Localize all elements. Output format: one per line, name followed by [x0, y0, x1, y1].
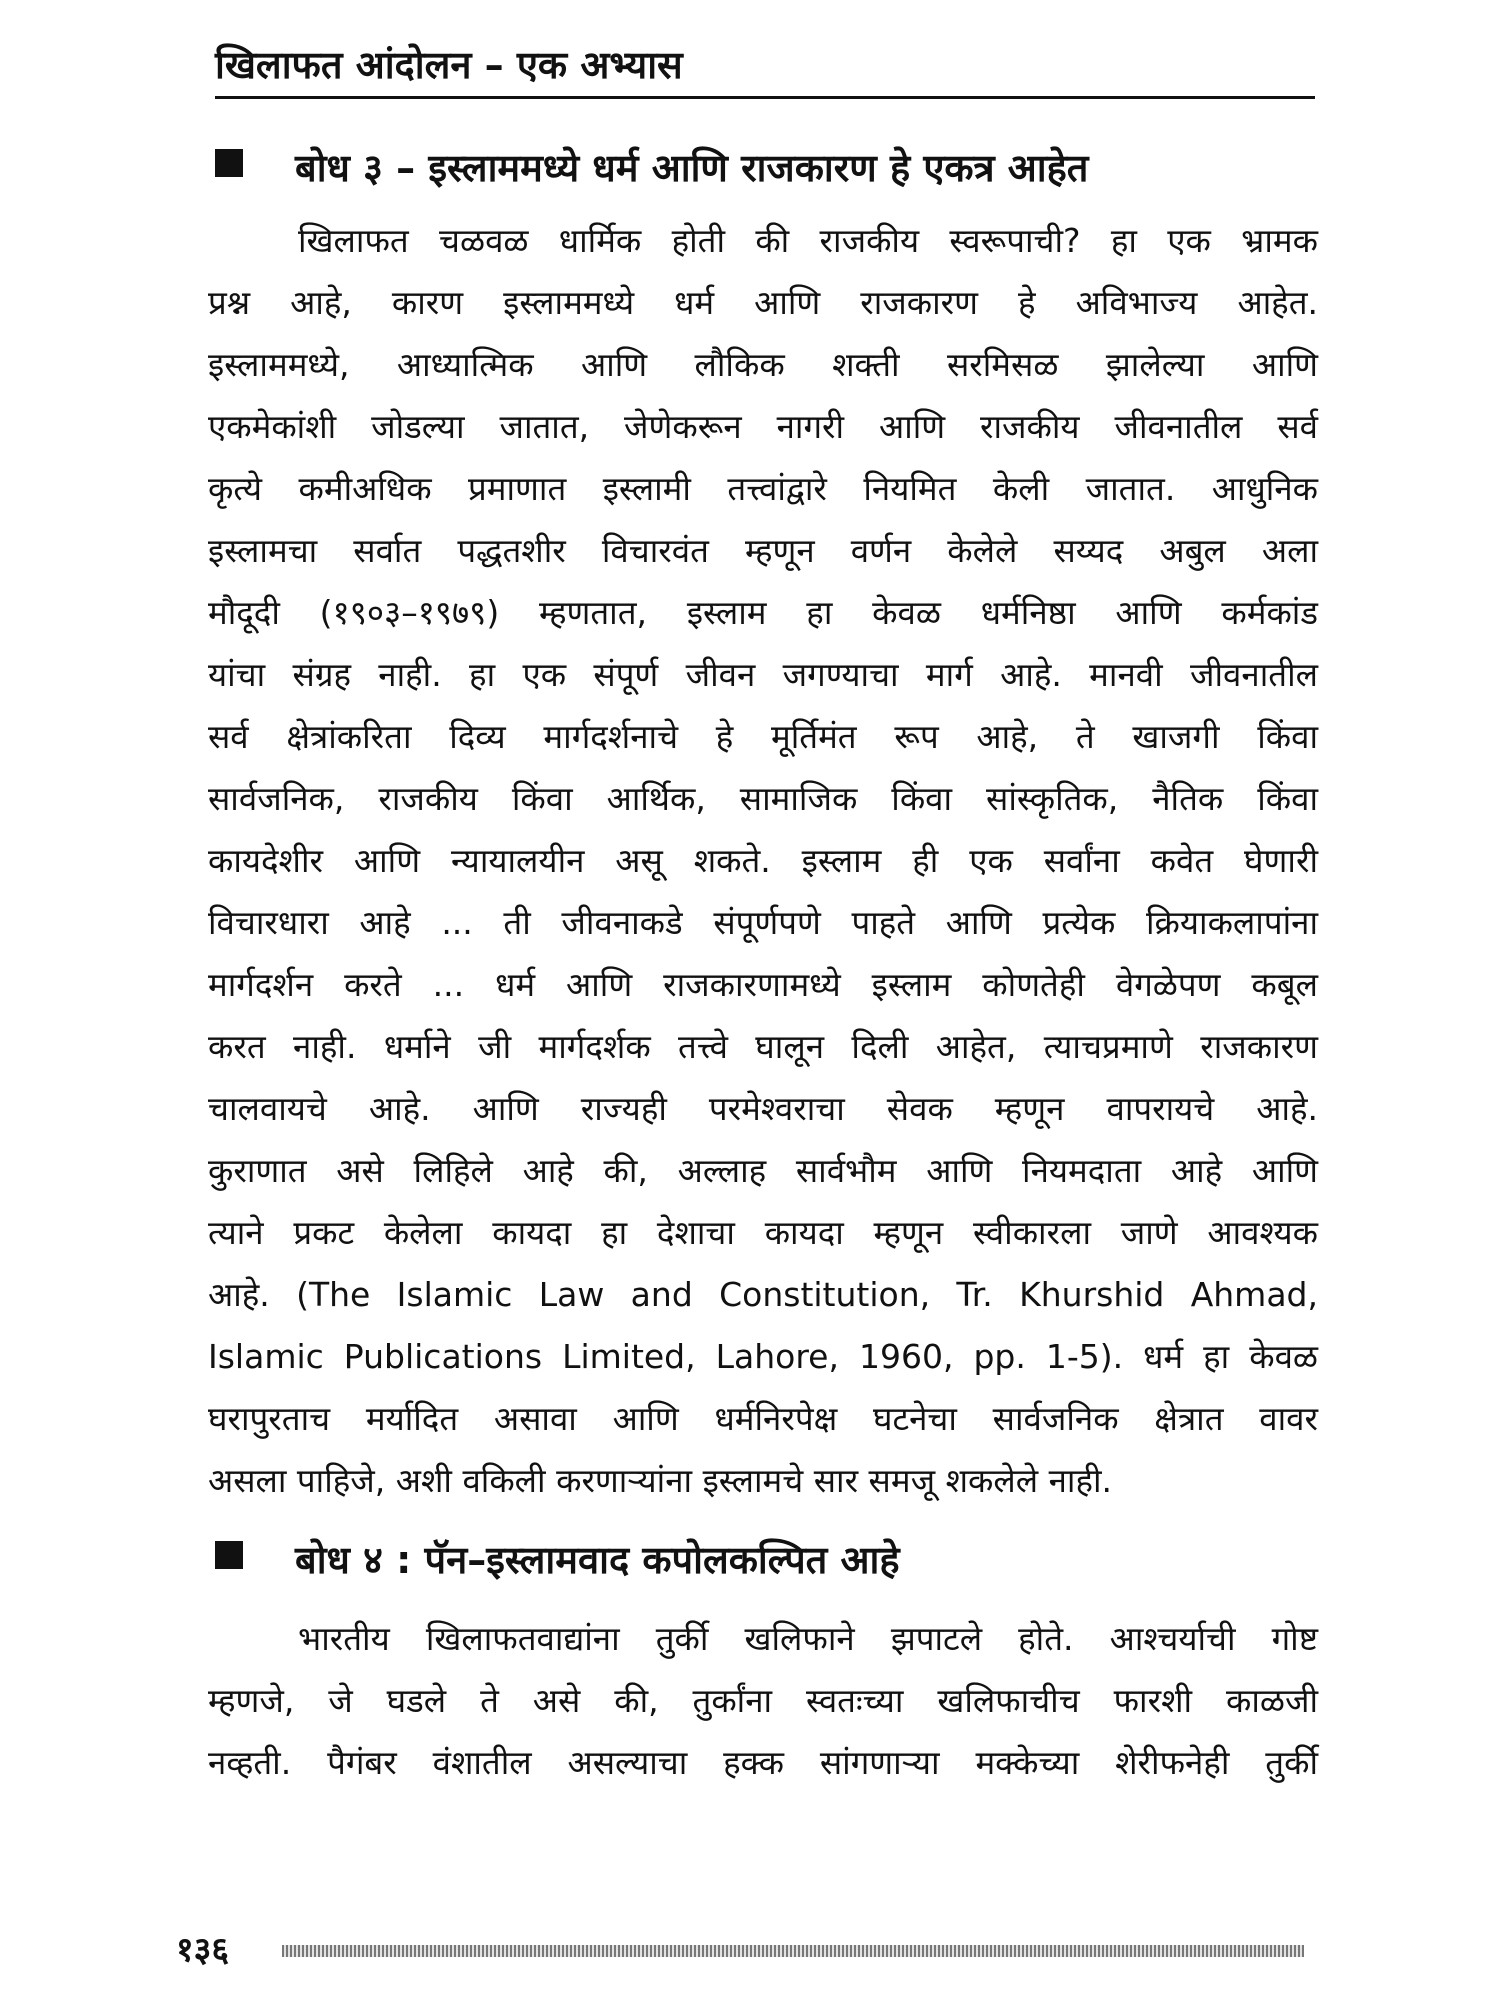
page-number: १३६: [176, 1930, 230, 1970]
paragraph-line: कायदेशीर आणि न्यायालयीन असू शकते. इस्लाम ही एक सर्वांना कवेत घेणारी: [208, 841, 1318, 880]
bullet-square-icon: [215, 149, 243, 177]
paragraph-line: सर्व क्षेत्रांकरिता दिव्य मार्गदर्शनाचे हे मूर्तिमंत रूप आहे, ते खाजगी किंवा: [208, 717, 1318, 756]
paragraph-line: इस्लाममध्ये, आध्यात्मिक आणि लौकिक शक्ती सरमिसळ झालेल्या आणि: [208, 345, 1318, 384]
paragraph-line: आहे. (The Islamic Law and Constitution, Tr. Khurshid Ahmad,: [208, 1275, 1318, 1314]
section-4-heading: [215, 1532, 900, 1588]
running-header-title: खिलाफत आंदोलन – एक अभ्यास: [215, 43, 683, 87]
paragraph-line: मार्गदर्शन करते ... धर्म आणि राजकारणामध्ये इस्लाम कोणतेही वेगळेपण कबूल: [208, 965, 1318, 1004]
paragraph-line: खिलाफत चळवळ धार्मिक होती की राजकीय स्वरूपाची? हा एक भ्रामक: [298, 221, 1318, 260]
paragraph-line: चालवायचे आहे. आणि राज्यही परमेश्वराचा सेवक म्हणून वापरायचे आहे.: [208, 1089, 1318, 1128]
paragraph-line: असला पाहिजे, अशी वकिली करणाऱ्यांना इस्लामचे सार समजू शकलेले नाही.: [208, 1461, 1113, 1500]
header-rule: [215, 96, 1315, 99]
paragraph-line: कृत्ये कमीअधिक प्रमाणात इस्लामी तत्त्वांद्वारे नियमित केली जातात. आधुनिक: [208, 469, 1318, 508]
paragraph-line: एकमेकांशी जोडल्या जातात, जेणेकरून नागरी आणि राजकीय जीवनातील सर्व: [208, 407, 1318, 446]
paragraph-line: इस्लामचा सर्वात पद्धतशीर विचारवंत म्हणून वर्णन केलेले सय्यद अबुल अला: [208, 531, 1318, 570]
paragraph-line: त्याने प्रकट केलेला कायदा हा देशाचा कायदा म्हणून स्वीकारला जाणे आवश्यक: [208, 1213, 1318, 1252]
paragraph-line: Islamic Publications Limited, Lahore, 1960, pp. 1-5). धर्म हा केवळ: [208, 1337, 1318, 1376]
paragraph-line: नव्हती. पैगंबर वंशातील असल्याचा हक्क सांगणाऱ्या मक्केच्या शेरीफनेही तुर्की: [208, 1743, 1318, 1782]
paragraph-line: कुराणात असे लिहिले आहे की, अल्लाह सार्वभौम आणि नियमदाता आहे आणि: [208, 1151, 1318, 1190]
paragraph-line: यांचा संग्रह नाही. हा एक संपूर्ण जीवन जगण्याचा मार्ग आहे. मानवी जीवनातील: [208, 655, 1318, 694]
paragraph-line: करत नाही. धर्माने जी मार्गदर्शक तत्त्वे घालून दिली आहेत, त्याचप्रमाणे राजकारण: [208, 1027, 1318, 1066]
section-3-heading: [215, 140, 1088, 196]
section-4-heading-text: बोध ४ : पॅन–इस्लामवाद कपोलकल्पित आहे: [295, 1538, 900, 1582]
paragraph-line: म्हणजे, जे घडले ते असे की, तुर्कांना स्वतःच्या खलिफाचीच फारशी काळजी: [208, 1681, 1318, 1720]
paragraph-line: भारतीय खिलाफतवाद्यांना तुर्की खलिफाने झपाटले होते. आश्चर्याची गोष्ट: [298, 1619, 1318, 1658]
bullet-square-icon: [215, 1541, 243, 1569]
section-3-heading-text: बोध ३ – इस्लाममध्ये धर्म आणि राजकारण हे एकत्र आहेत: [295, 146, 1089, 190]
paragraph-line: प्रश्न आहे, कारण इस्लाममध्ये धर्म आणि राजकारण हे अविभाज्य आहेत.: [208, 283, 1318, 322]
paragraph-line: सार्वजनिक, राजकीय किंवा आर्थिक, सामाजिक किंवा सांस्कृतिक, नैतिक किंवा: [208, 779, 1318, 818]
paragraph-line: घरापुरताच मर्यादित असावा आणि धर्मनिरपेक्ष घटनेचा सार्वजनिक क्षेत्रात वावर: [208, 1399, 1318, 1438]
paragraph-line: मौदूदी (१९०३–१९७९) म्हणतात, इस्लाम हा केवळ धर्मनिष्ठा आणि कर्मकांड: [208, 593, 1318, 632]
footer-dotted-rule: [282, 1945, 1304, 1957]
paragraph-line: विचारधारा आहे ... ती जीवनाकडे संपूर्णपणे पाहते आणि प्रत्येक क्रियाकलापांना: [208, 903, 1318, 942]
